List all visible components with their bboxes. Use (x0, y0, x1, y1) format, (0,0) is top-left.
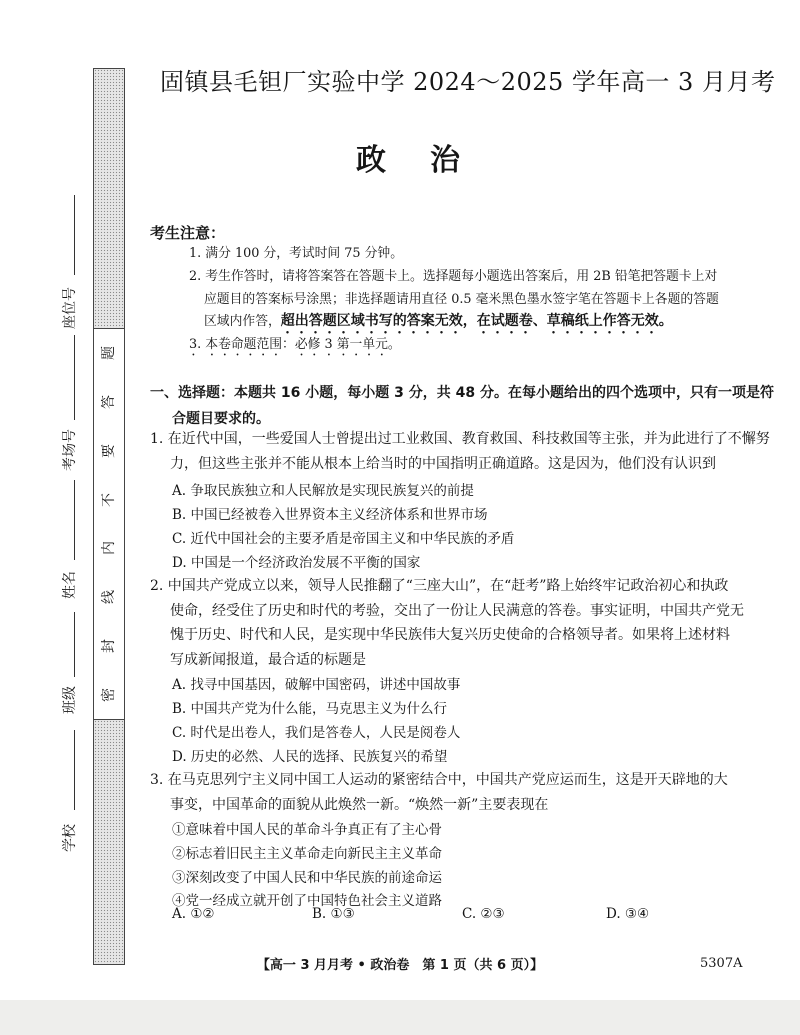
class-label: 班级 (62, 686, 78, 714)
question-1-option-d[interactable]: D. 中国是一个经济政治发展不平衡的国家 (172, 555, 421, 571)
subject-title: 政治 (356, 143, 504, 178)
notice-item-2-line-1: 2. 考生作答时，请将答案答在答题卡上。选择题每小题选出答案后，用 2B 铅笔把答题卡上对 (189, 269, 718, 284)
question-2-stem (150, 574, 780, 672)
question-2-option-d[interactable]: D. 历史的必然、人民的选择、民族复兴的希望 (172, 749, 448, 765)
question-1-stem-line: 力，但这些主张并不能从根本上给当时的中国指明正确道路。这是因为，他们没有认识到 (170, 455, 716, 472)
question-3-option-a[interactable]: A. ①② (172, 906, 215, 922)
notice-item-3 (189, 334, 769, 359)
question-1-option-c[interactable]: C. 近代中国社会的主要矛盾是帝国主义和中华民族的矛盾 (172, 531, 515, 547)
exam-room-line (74, 335, 75, 420)
question-1-option-a[interactable]: A. 争取民族独立和人民解放是实现民族复兴的前提 (172, 483, 474, 499)
question-3-option-b[interactable]: B. ①③ (312, 906, 355, 922)
question-1-option-b[interactable]: B. 中国已经被卷入世界资本主义经济体系和世界市场 (172, 507, 488, 523)
notice-item-2-line-3-start: 区域内作答， (204, 314, 281, 329)
question-1-stem-line: 1. 在近代中国，一些爱国人士曾提出过工业救国、教育救国、科技救国等主张，并为此进行了不懈努 (150, 431, 770, 447)
notice-item-2-line-3 (204, 310, 784, 337)
section-heading-line-2: 合题目要求的。 (172, 411, 270, 427)
seal-char: 题 (101, 346, 117, 361)
seal-char: 要 (101, 443, 117, 458)
notice-item-3-text: 3. 本卷命题范围：必修 3 第一单元。 (189, 337, 401, 352)
paper-code: 5307A (700, 956, 743, 971)
section-heading-line-1: 一、选择题：本题共 16 小题，每小题 3 分，共 48 分。在每小题给出的四个选项中，只有一项是符 (150, 385, 774, 401)
seal-char: 线 (101, 590, 117, 605)
exam-title: 固镇县毛钽厂实验中学 2024～2025 学年高一 3 月月考 (160, 68, 776, 96)
question-2-stem-line: 使命，经受住了历史和时代的考验，交出了一份让人民满意的答卷。事实证明，中国共产党无 (170, 602, 744, 619)
seal-char: 答 (101, 395, 117, 410)
school-label: 学校 (62, 824, 78, 852)
question-2-stem-line: 写成新闻报道，最合适的标题是 (170, 651, 366, 668)
class-line (74, 612, 75, 677)
seal-char: 不 (101, 492, 117, 507)
seal-char: 密 (101, 687, 117, 702)
seat-number-label: 座位号 (62, 287, 78, 329)
school-line (74, 730, 75, 810)
question-3-statement-2: ②标志着旧民主主义革命走向新民主主义革命 (172, 846, 442, 862)
section-heading (150, 380, 774, 432)
seal-line-box (93, 328, 125, 720)
question-3-option-d[interactable]: D. ③④ (606, 906, 650, 922)
question-3-stem-line: 事变，中国革命的面貌从此焕然一新。“焕然一新”主要表现在 (170, 796, 549, 813)
question-3-statement-1: ①意味着中国人民的革命斗争真正有了主心骨 (172, 822, 442, 838)
question-3-stem (150, 768, 780, 817)
question-3-statement-3: ③深刻改变了中国人民和中华民族的前途命运 (172, 870, 442, 886)
question-2-stem-line: 2. 中国共产党成立以来，领导人民推翻了“三座大山”，在“赶考”路上始终牢记政治初心和执政 (150, 578, 729, 594)
seal-char: 内 (101, 541, 117, 556)
notice-heading: 考生注意： (150, 224, 226, 242)
question-2-option-c[interactable]: C. 时代是出卷人，我们是答卷人，人民是阅卷人 (172, 725, 461, 741)
question-2-stem-line: 愧于历史、时代和人民，是实现中华民族伟大复兴历史使命的合格领导者。如果将上述材料 (170, 627, 730, 643)
notice-item-1: 1. 满分 100 分，考试时间 75 分钟。 (189, 246, 404, 261)
exam-room-label: 考场号 (62, 429, 78, 471)
question-1-stem (150, 427, 780, 476)
seat-number-line (74, 195, 75, 275)
question-3-statement-4: ④党一经成立就开创了中国特色社会主义道路 (172, 893, 442, 909)
question-3-stem-line: 3. 在马克思列宁主义同中国工人运动的紧密结合中，中国共产党应运而生，这是开天辟地的大 (150, 772, 728, 788)
question-3-option-c[interactable]: C. ②③ (462, 906, 505, 922)
question-2-option-a[interactable]: A. 找寻中国基因，破解中国密码，讲述中国故事 (172, 677, 461, 693)
page-bottom-margin (0, 1000, 800, 1035)
notice-emphasis: 超出答题区域书写的答案无效，在试题卷、草稿纸上作答无效。 (280, 313, 673, 329)
page-footer: 【高一 3 月月考 • 政治卷 第 1 页（共 6 页）】 (256, 958, 544, 973)
name-label: 姓名 (62, 571, 78, 599)
seal-char: 封 (101, 638, 117, 653)
question-2-option-b[interactable]: B. 中国共产党为什么能，马克思主义为什么行 (172, 701, 448, 717)
name-line (74, 480, 75, 560)
notice-item-2-line-2: 应题目的答案标号涂黑；非选择题请用直径 0.5 毫米黑色墨水签字笔在答题卡上各题的答题 (204, 292, 719, 307)
